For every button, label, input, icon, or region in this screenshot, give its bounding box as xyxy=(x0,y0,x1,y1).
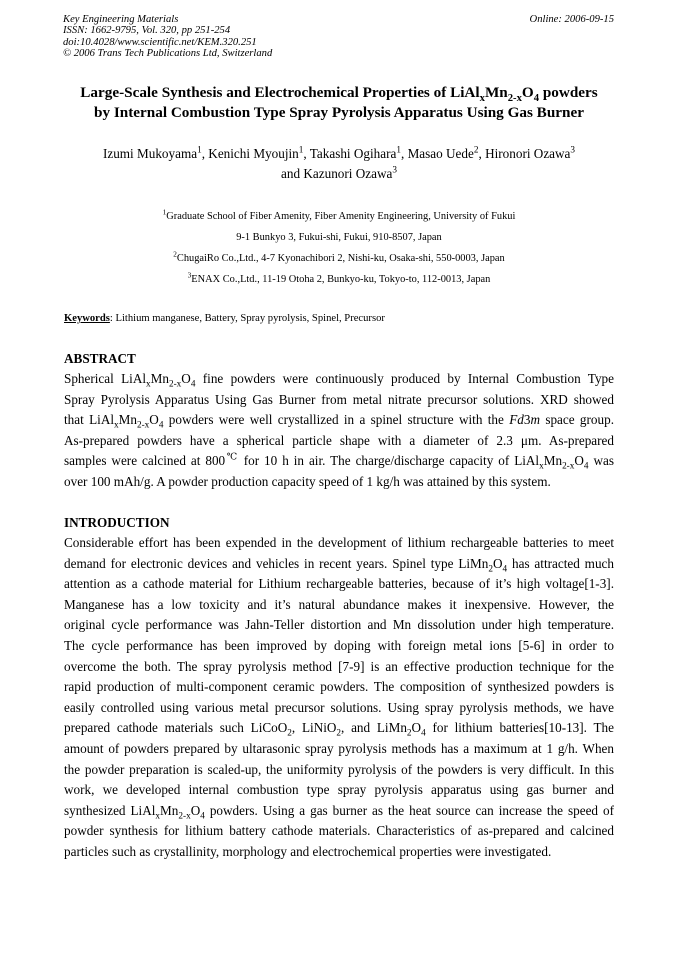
keywords-text: : Lithium manganese, Battery, Spray pyrolysis, Spinel, Precursor xyxy=(109,313,385,324)
intro-line: Manganese has a low toxicity and it’s natural abundance makes it inexpensive. However, the xyxy=(64,596,614,612)
intro-line: synthesized $LiAl_xMn_{2-x}O_4$ powders. Using a gas burner as the heat source can increase the speed of xyxy=(64,802,614,821)
doi-line: doi:10.4028/www.scientific.net/KEM.320.251 xyxy=(63,36,257,48)
copyright-line: © 2006 Trans Tech Publications Ltd, Switzerland xyxy=(63,48,273,60)
issn-line: ISSN: 1662-9795, Vol. 320, pp 251-254 xyxy=(63,25,231,37)
abstract-heading: ABSTRACT xyxy=(64,351,136,366)
paper-title xyxy=(40,83,638,123)
authors-line-2: and Kazunori Ozawa$^3$ xyxy=(281,164,397,181)
title-line-2: by Internal Combustion Type Spray Pyrolysis Apparatus Using Gas Burner xyxy=(94,104,584,121)
intro-line: easily controlled using various metal precursor solutions. Using spray pyrolysis methods, we have xyxy=(64,699,614,715)
keywords-label: Keywords xyxy=(64,313,110,324)
abstract-line: samples were calcined at 800℃ for 10 h in air. The charge/discharge capacity of $LiAl_xMn_{2-x}O_4$ was xyxy=(64,451,614,472)
introduction-heading: INTRODUCTION xyxy=(64,515,170,530)
introduction-body xyxy=(64,533,614,863)
abstract-line: As-prepared powders have a spherical particle shape with a diameter of 2.3 μm. As-prepared xyxy=(64,432,614,448)
intro-line: prepared cathode materials such LiCoO$_2$, LiNiO$_2$, and $LiMn_2O_4$ for lithium batteries[10-13]. The xyxy=(64,720,614,738)
abstract-line: that $LiAl_xMn_{2-x}O_4$ powders were well crystallized in a spinel structure with the Fd3m space group. xyxy=(64,412,614,430)
authors-line-1: Izumi Mukoyama$^1$, Kenichi Myoujin$^1$, Takashi Ogihara$^1$, Masao Uede$^2$, Hironori Ozawa$^3$ xyxy=(102,144,576,161)
intro-line: particles such as crystallinity, morphology and electrochemical properties were investigated. xyxy=(64,843,552,859)
affiliation-line: 9-1 Bunkyo 3, Fukui-shi, Fukui, 910-8507, Japan xyxy=(236,232,442,243)
abstract-line: Spray Pyrolysis Apparatus Using Gas Burner from metal nitrate precursor solutions. XRD showed xyxy=(64,391,614,407)
abstract-body xyxy=(64,369,614,493)
author-list xyxy=(40,144,638,183)
intro-line: attention as a cathode material for Lithium rechargeable batteries, because of it’s high voltage[1-3]. xyxy=(64,576,614,592)
intro-line: overcome the both. The spray pyrolysis method [7-9] is an effective production technique for the xyxy=(64,658,614,674)
keywords-line xyxy=(64,312,385,325)
affiliations xyxy=(40,206,638,290)
affiliation-line: $^2$ChugaiRo Co.,Ltd., 4-7 Kyonachibori 2, Nishi-ku, Osaka-shi, 550-0003, Japan xyxy=(173,250,505,264)
intro-line: The cycle performance has been improved by doping with foreign metal ions [5-6] in order to xyxy=(64,637,614,653)
intro-line: demand for electronic devices and vehicles in recent years. Spinel type $LiMn_2O_4$ has attracted much xyxy=(64,555,614,574)
intro-line: Considerable effort has been expended in the development of lithium rechargeable batteries to meet xyxy=(64,535,614,550)
journal-name: Key Engineering Materials xyxy=(63,14,179,25)
intro-line: amount of powders prepared by ultarasonic spray pyrolysis methods has a maximum at 1 g/h. When xyxy=(64,740,614,756)
title-line-1: Large-Scale Synthesis and Electrochemical Properties of $LiAl_xMn_{2-x}O_4$ powders xyxy=(80,84,598,105)
intro-line: rapid production of multi-component ceramic powders. The composition of synthesized powders is xyxy=(64,679,614,695)
intro-line: the powder preparation is scaled-up, the uniformity pyrolysis of the powders is very difficult. In this xyxy=(64,761,614,777)
abstract-line: Spherical $LiAl_xMn_{2-x}O_4$ fine powders were continuously produced by Internal Combustion Type xyxy=(64,371,614,389)
journal-header xyxy=(63,14,272,60)
affiliation-line: $^3$ENAX Co.,Ltd., 11-19 Otoha 2, Bunkyo-ku, Tokyo-to, 112-0013, Japan xyxy=(187,271,491,285)
intro-line: work, we developed internal combustion type spray pyrolysis apparatus using gas burner and xyxy=(64,782,614,798)
online-date: Online: 2006-09-15 xyxy=(529,14,614,25)
intro-line: powder synthesis for lithium battery cathode materials. Characteristics of as-prepared and calcined xyxy=(64,823,614,839)
abstract-line: over 100 mAh/g. A powder production capacity speed of 1 kg/h was attained by this system. xyxy=(64,473,551,489)
affiliation-line: $^1$Graduate School of Fiber Amenity, Fiber Amenity Engineering, University of Fukui xyxy=(162,208,516,222)
intro-line: original cycle performance was Jahn-Teller distortion and Mn dissolution under high temperature. xyxy=(64,617,614,633)
